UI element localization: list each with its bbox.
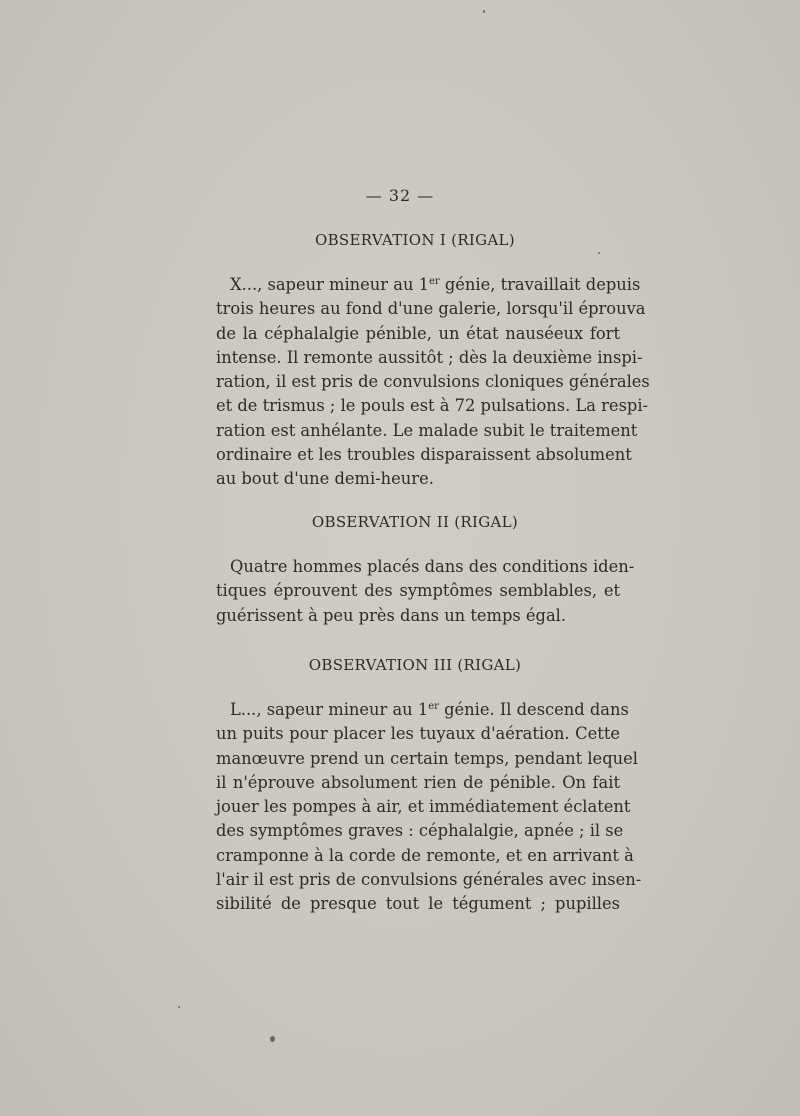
text-line: des symptômes graves : céphalalgie, apnée ; il se — [216, 821, 624, 841]
observation-paragraph — [216, 698, 642, 917]
text-line: Quatre hommes placés dans des conditions iden- — [230, 557, 635, 576]
text-line: ordinaire et les troubles disparaissent absolument — [216, 445, 632, 465]
text-line: L..., sapeur mineur au 1er génie. Il descend dans — [230, 700, 629, 719]
text-line: ration, il est pris de convulsions cloniques générales — [216, 372, 650, 392]
text-line: et de trismus ; le pouls est à 72 pulsations. La respi- — [216, 396, 649, 416]
text-line: tiques éprouvent des symptômes semblables, et — [216, 581, 620, 601]
paper-speck — [598, 252, 600, 254]
paper-speck — [483, 10, 485, 13]
text-line: au bout d'une demi-heure. — [216, 469, 434, 489]
text-line: guérissent à peu près dans un temps égal. — [216, 605, 567, 625]
text-line: intense. Il remonte aussitôt ; dès la deuxième inspi- — [216, 347, 643, 367]
text-line: manœuvre prend un certain temps, pendant lequel — [216, 748, 638, 768]
text-line: ration est anhélante. Le malade subit le traitement — [216, 420, 638, 440]
paper-speck — [178, 1006, 180, 1008]
text-line: sibilité de presque tout le tégument ; pupilles — [216, 894, 620, 914]
text-line: il n'éprouve absolument rien de pénible. On fait — [216, 772, 620, 792]
observation-paragraph — [216, 555, 635, 628]
observation-heading: OBSERVATION II (RIGAL) — [311, 513, 519, 531]
text-line: cramponne à la corde de remonte, et en arrivant à — [216, 845, 634, 865]
page-number: — 32 — — [365, 186, 435, 205]
text-line: X..., sapeur mineur au 1er génie, travaillait depuis — [230, 275, 641, 294]
text-line: jouer les pompes à air, et immédiatement éclatent — [216, 797, 631, 817]
text-line: de la céphalalgie pénible, un état nauséeux fort — [216, 323, 620, 343]
text-line: l'air il est pris de convulsions générales avec insen- — [216, 870, 642, 890]
observation-heading: OBSERVATION III (RIGAL) — [308, 656, 522, 674]
paper-speck — [270, 1036, 275, 1042]
observation-paragraph — [216, 273, 650, 492]
observation-heading: OBSERVATION I (RIGAL) — [315, 231, 515, 249]
text-line: un puits pour placer les tuyaux d'aération. Cette — [216, 724, 620, 744]
text-line: trois heures au fond d'une galerie, lorsqu'il éprouva — [216, 299, 646, 319]
